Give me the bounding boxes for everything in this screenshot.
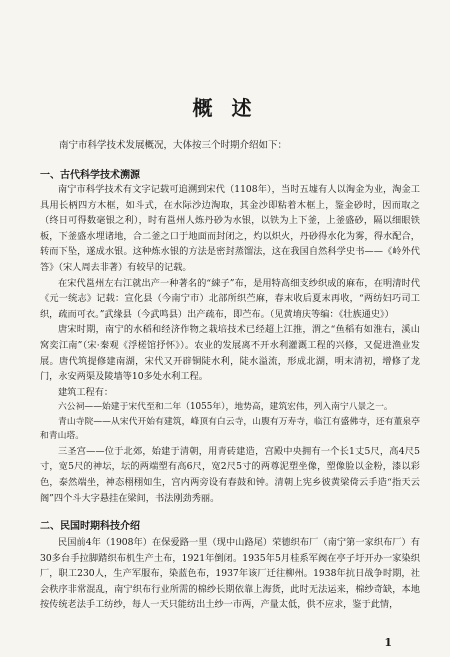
paragraph: 唐宋时期，南宁的水稻和经济作物之栽培技术已经超上江推，渭之“鱼稻有如淮右，溪山窝奕江南”（宋·秦观《浮槎馆抒怀》）。农业的发展离不开水利灌溉工程的兴修，又促进渔业发展。唐代筑提修建南湖，宋代又开辟铜陡水利，陡水溢流，形成北湖，明末清初，增修了龙门，永安两渠及陵墙等10多处水利工程。 [40, 324, 420, 383]
section-body-ancient [40, 182, 420, 506]
paragraph: 六公祠——始建于宋代至和二年（1055年），地势高，建筑宏伟，列入南宁八景之一。 [58, 402, 393, 413]
intro-paragraph: 南宁市科学技术发展概况，大体按三个时期介绍如下： [59, 140, 288, 151]
paragraph: 南宁市科学技术有文字记载可追溯到宋代（1108年），当时五墟有人以淘金为业，淘金工具用长柄四方木框，如斗式，在水际沙边淘取，其金沙即粘着木框上，鉴金砂时，因而取之（终日可得数毫银之利），时有邕州人炼丹砂为水银，以铁为上下釜，上釜盛砂，隔以细眼铁板，下釜盛水埋诸地，合二釜之口于地面而封闭之，灼以炽火，丹砂得水化为雾，得水配合，转而下坠，遂成水银。这种炼水银的方法是密封蒸馏法，这在我国自然科学史书——《岭外代答》（宋人周去非著）有较早的记载。 [40, 184, 420, 273]
page-title: 概 述 [192, 96, 258, 120]
paragraph: 建筑工程有： [58, 386, 114, 398]
section-heading-republic: 二、民国时期科技介绍 [40, 521, 140, 532]
paragraph: 三圣宫——位于北郊，始建于清朝，用青砖建造，宫殿中央拥有一个长1丈5尺，高4尺5寸，宽5尺的神坛，坛的两端塑有高6尺，宽2尺5寸的两尊泥塑坐像，塑像脸以金粉，漆以彩色，泰然端坐，神态栩栩如生，宫内两旁设有春鼓和钟。清朝上宪乡彼黄梁倚云手造“指天云阁”四个斗大字悬挂在梁间，书法刚劲秀丽。 [40, 445, 420, 504]
section-body-republic [40, 535, 420, 613]
page-number: 1 [384, 636, 392, 649]
section-heading-ancient: 一、古代科学技术溯源 [40, 170, 140, 181]
paragraph: 青山寺院——从宋代开始有建筑，峰顶有白云寺，山腹有万寿寺，临江有盛佛寺，还有董泉亭和青山塔。 [40, 416, 420, 442]
paragraph: 民国前4年（1908年）在保爱路一里（现中山路尾）荣德织布厂（南宁第一家织布厂）有30多台手拉脚踏织布机生产土布，1921年倒闭。1935年5月桂系军阀在亭子圩开办一家染织厂，职工230人，生产军服布，染蓝色布，1937年该厂迁往柳州。1938年抗日战争时期，社会秩序非常混乱，南宁织布行业所需的棉纱长期依靠上海货，此时无法运来，棉纱奇缺，本地按传统老法手工纺纱，每人一天只能纺出土纱一市两，产量太低，供不应求，鉴于此情， [40, 537, 420, 611]
paragraph: 在宋代邕州左右江就出产一种著名的“綀子”布，是用特高细支纱织成的麻布，在明清时代《元一统志》记载：宣化县（今南宁市）北部所织苎麻，春末收后夏末再收，“两纺妇巧司工织，疏而可衣。”武缘县（今武鸣县）出产疏布，即苎布。（见黄堉庆等编：《壮族通史》） [40, 277, 420, 320]
